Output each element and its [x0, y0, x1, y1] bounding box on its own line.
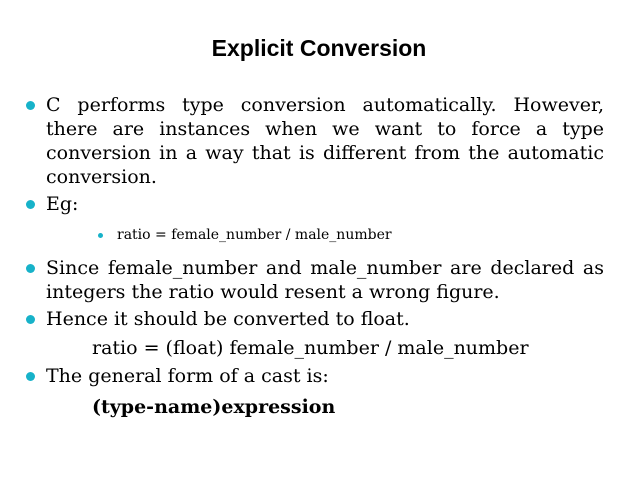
bullet-dot-icon: [26, 372, 35, 381]
bullet-text: C performs type conversion automatically. However, there are instances when we want to force a type conversion in a way that is different from the automatic conversion.: [46, 94, 604, 188]
cast-syntax: (type-name)expression: [92, 396, 336, 418]
bullet-dot-icon: [26, 264, 35, 273]
bullet-item: [24, 93, 604, 189]
bullet-text: Eg:: [46, 193, 79, 215]
sub-bullet-item: [24, 225, 604, 245]
bullet-dot-icon: [26, 101, 35, 110]
code-example: ratio = (float) female_number / male_number: [92, 337, 529, 359]
sub-bullet-text: ratio = female_number / male_number: [117, 227, 392, 243]
bullet-item: [24, 256, 604, 304]
bullet-item: [24, 192, 604, 216]
slide-title: Explicit Conversion: [211, 35, 427, 61]
bullet-dot-icon: [26, 200, 35, 209]
bullet-text: Since female_number and male_number are declared as integers the ratio would resent a wrong figure.: [46, 257, 604, 303]
bullet-text: Hence it should be converted to float.: [46, 308, 410, 330]
bullet-dot-icon: [98, 233, 103, 238]
bullet-text: The general form of a cast is:: [46, 365, 329, 387]
bullet-item: [24, 364, 604, 388]
slide-content: [24, 93, 604, 420]
bullet-dot-icon: [26, 315, 35, 324]
bullet-item: [24, 307, 604, 331]
